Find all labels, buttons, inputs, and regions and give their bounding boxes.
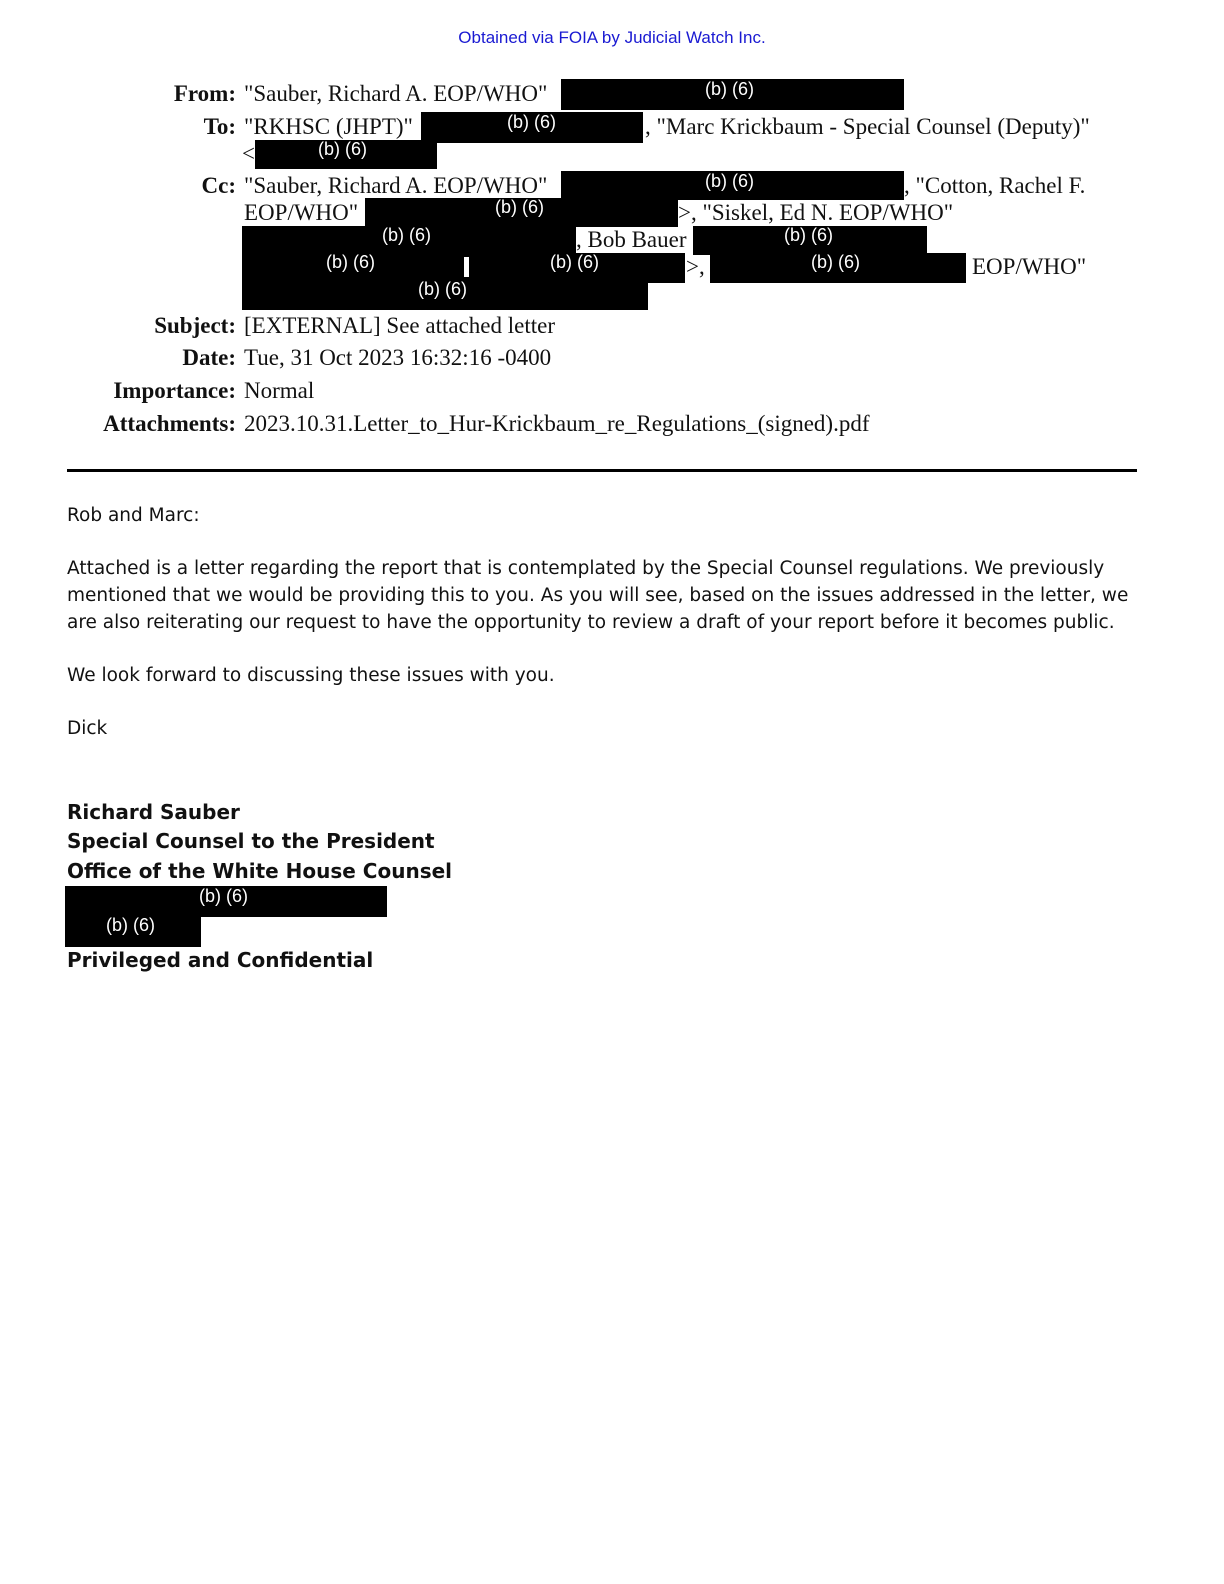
header-divider — [67, 469, 1137, 472]
redaction-label: (b) (6) — [326, 252, 375, 272]
date-label: Date: — [182, 345, 236, 370]
redaction-label: (b) (6) — [418, 279, 467, 299]
to-value-3: < — [242, 141, 255, 166]
cc-value-2: , "Cotton, Rachel F. — [904, 173, 1086, 198]
redaction-label: (b) (6) — [507, 112, 556, 132]
redaction-label: (b) (6) — [495, 197, 544, 217]
cc-value-5: , Bob Bauer — [576, 227, 687, 252]
redaction-label: (b) (6) — [382, 225, 431, 245]
redaction-label: (b) (6) — [318, 139, 367, 159]
cc-label: Cc: — [201, 173, 236, 198]
redaction-box — [65, 916, 201, 947]
redaction-box — [65, 886, 387, 917]
redaction-gap — [464, 257, 469, 277]
subject-label: Subject: — [154, 313, 236, 338]
body-paragraph: We look forward to discussing these issues with you. — [67, 665, 555, 686]
redaction-label: (b) (6) — [106, 915, 155, 935]
sign-off: Dick — [67, 718, 108, 739]
redaction-box — [561, 79, 904, 110]
redaction-label: (b) (6) — [705, 79, 754, 99]
cc-value-1: "Sauber, Richard A. EOP/WHO" — [244, 173, 548, 198]
redaction-box — [365, 198, 678, 227]
redaction-label: (b) (6) — [550, 252, 599, 272]
cc-value-3: EOP/WHO" — [244, 200, 359, 225]
attachment-link[interactable]: 2023.10.31.Letter_to_Hur-Krickbaum_re_Regulations_(signed).pdf — [244, 411, 870, 436]
date-value: Tue, 31 Oct 2023 16:32:16 -0400 — [244, 345, 552, 370]
redaction-label: (b) (6) — [199, 886, 248, 906]
signature-title: Special Counsel to the President — [67, 829, 435, 853]
importance-label: Importance: — [113, 378, 236, 403]
body-paragraph: Attached is a letter regarding the report that is contemplated by the Special Counsel regulations. We previously mentioned that we would be providing this to you. As you will see, based on the issues addressed in the letter, we are also reiterating our request to have the opportunity to review a draft of your report before it becomes public. — [67, 558, 1129, 633]
redaction-label: (b) (6) — [705, 171, 754, 191]
attachments-label: Attachments: — [103, 411, 236, 436]
cc-value-7: EOP/WHO" — [972, 254, 1087, 279]
to-label: To: — [203, 114, 236, 139]
to-value-2: , "Marc Krickbaum - Special Counsel (Deputy)" — [645, 114, 1090, 139]
redaction-box — [561, 171, 904, 200]
foia-watermark: Obtained via FOIA by Judicial Watch Inc. — [458, 28, 766, 47]
from-value: "Sauber, Richard A. EOP/WHO" — [244, 81, 548, 106]
from-label: From: — [173, 81, 236, 106]
signature-name: Richard Sauber — [67, 800, 240, 824]
to-value-1: "RKHSC (JHPT)" — [244, 114, 413, 139]
redaction-box — [255, 140, 437, 169]
cc-value-4: >, "Siskel, Ed N. EOP/WHO" — [678, 200, 954, 225]
redaction-box — [242, 226, 576, 255]
redaction-box — [710, 253, 966, 283]
subject-value: [EXTERNAL] See attached letter — [244, 313, 556, 338]
signature-office: Office of the White House Counsel — [67, 859, 453, 883]
cc-value-6: >, — [686, 254, 705, 279]
redaction-box — [421, 112, 643, 143]
redaction-label: (b) (6) — [784, 225, 833, 245]
redaction-box — [242, 280, 648, 310]
confidentiality-footer: Privileged and Confidential — [67, 948, 374, 972]
importance-value: Normal — [244, 378, 315, 403]
greeting: Rob and Marc: — [67, 505, 200, 526]
redaction-label: (b) (6) — [811, 252, 860, 272]
redaction-box — [693, 226, 927, 255]
